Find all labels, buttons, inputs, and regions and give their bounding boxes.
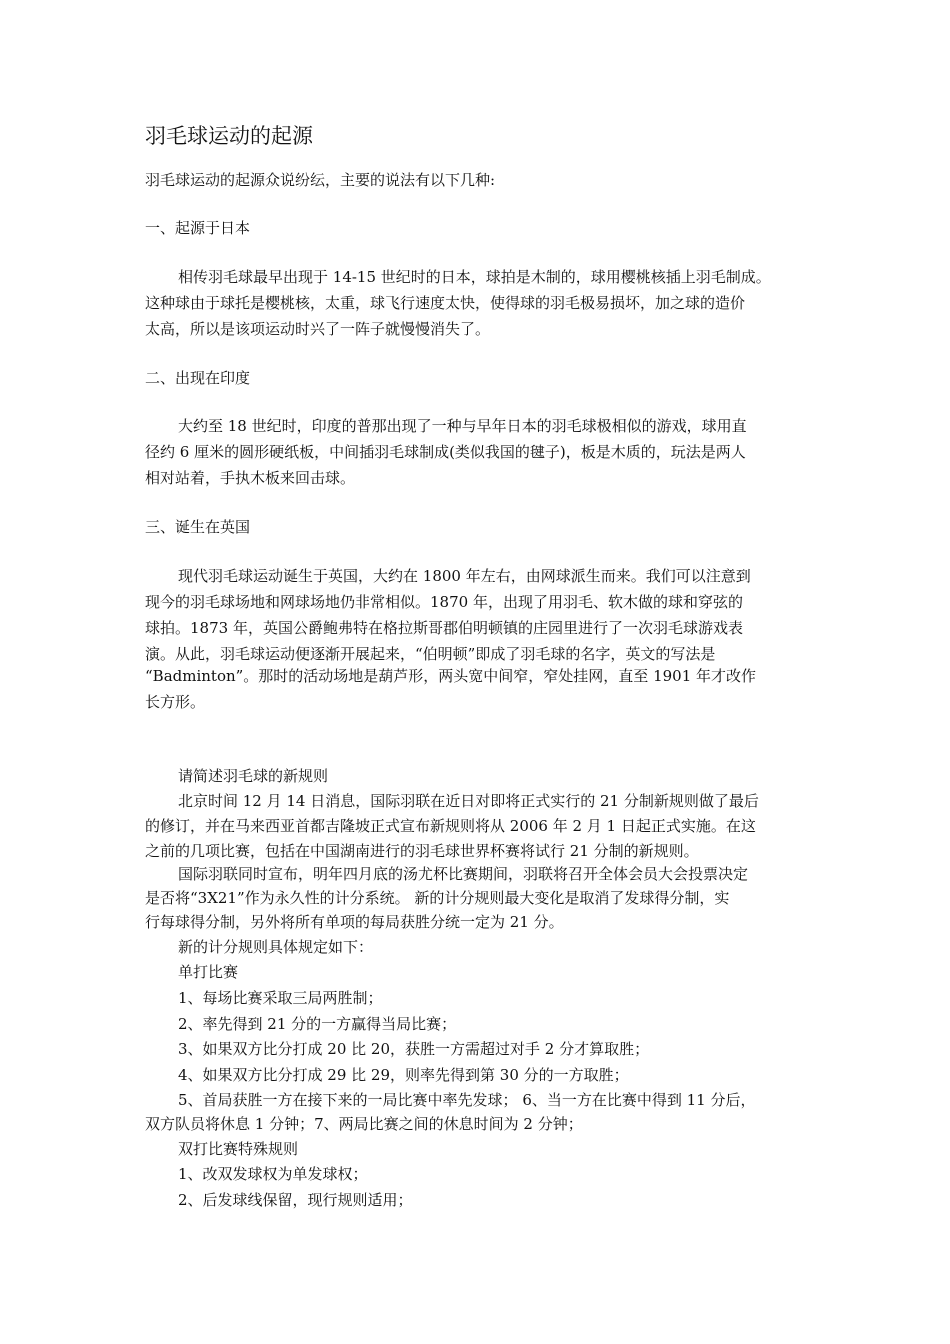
paragraph-line: 的修订，并在马来西亚首都吉隆坡正式宣布新规则将从 2006 年 2 月 1 日起正式实施。在这: [145, 817, 756, 835]
doubles-heading: 双打比赛特殊规则: [178, 1140, 299, 1158]
paragraph-line: 北京时间 12 月 14 日消息，国际羽联在近日对即将正式实行的 21 分制新规则做了最后: [178, 792, 759, 810]
paragraph-line: 大约至 18 世纪时，印度的普那出现了一种与早年日本的羽毛球极相似的游戏，球用直: [178, 417, 747, 435]
paragraph-line: 国际羽联同时宣布，明年四月底的汤尤杯比赛期间，羽联将召开全体会员大会投票决定: [178, 865, 749, 883]
list-item: 1、每场比赛采取三局两胜制；: [178, 989, 383, 1007]
paragraph-line: 演。从此，羽毛球运动便逐渐开展起来，“伯明顿”即成了羽毛球的名字，英文的写法是: [145, 645, 716, 663]
section-heading-england: 三、诞生在英国: [145, 518, 251, 536]
page-title: 羽毛球运动的起源: [145, 124, 313, 148]
list-item: 1、改双发球权为单发球权；: [178, 1165, 368, 1183]
paragraph-line: 是否将“3X21”作为永久性的计分系统。 新的计分规则最大变化是取消了发球得分制，实: [145, 889, 730, 907]
rules-intro: 新的计分规则具体规定如下：: [178, 938, 374, 956]
list-item: 2、率先得到 21 分的一方赢得当局比赛；: [178, 1015, 457, 1033]
paragraph-line: 现今的羽毛球场地和网球场地仍非常相似。1870 年，出现了用羽毛、软木做的球和穿弦的: [145, 593, 743, 611]
intro-text: 羽毛球运动的起源众说纷纭，主要的说法有以下几种:: [145, 171, 496, 189]
paragraph-line: 现代羽毛球运动诞生于英国，大约在 1800 年左右，由网球派生而来。我们可以注意到: [178, 567, 751, 585]
paragraph-line: 行每球得分制，另外将所有单项的每局获胜分统一定为 21 分。: [145, 913, 564, 931]
paragraph-line: “Badminton”。那时的活动场地是葫芦形，两头宽中间窄，窄处挂网，直至 1901 年才改作: [145, 667, 757, 685]
paragraph-line: 相对站着，手执木板来回击球。: [145, 469, 356, 487]
paragraph-line: 径约 6 厘米的圆形硬纸板，中间插羽毛球制成(类似我国的毽子)，板是木质的，玩法是两人: [145, 443, 746, 461]
paragraph-line: 这种球由于球托是樱桃核，太重，球飞行速度太快，使得球的羽毛极易损坏，加之球的造价: [145, 294, 746, 312]
rules-heading: 请简述羽毛球的新规则: [178, 767, 329, 785]
paragraph-line: 球拍。1873 年，英国公爵鲍弗特在格拉斯哥郡伯明顿镇的庄园里进行了一次羽毛球游戏表: [145, 619, 743, 637]
paragraph-line: 之前的几项比赛，包括在中国湖南进行的羽毛球世界杯赛将试行 21 分制的新规则。: [145, 842, 699, 860]
paragraph-line: 太高，所以是该项运动时兴了一阵子就慢慢消失了。: [145, 320, 491, 338]
singles-heading: 单打比赛: [178, 963, 239, 981]
list-item: 4、如果双方比分打成 29 比 29，则率先得到第 30 分的一方取胜；: [178, 1066, 629, 1084]
list-item: 双方队员将休息 1 分钟；7、两局比赛之间的休息时间为 2 分钟；: [145, 1115, 583, 1133]
paragraph-line: 相传羽毛球最早出现于 14-15 世纪时的日本，球拍是木制的，球用樱桃核插上羽毛制成。: [178, 268, 771, 286]
section-heading-japan: 一、起源于日本: [145, 219, 251, 237]
paragraph-line: 长方形。: [145, 693, 206, 711]
list-item: 3、如果双方比分打成 20 比 20，获胜一方需超过对手 2 分才算取胜；: [178, 1040, 650, 1058]
list-item: 5、首局获胜一方在接下来的一局比赛中率先发球； 6、当一方在比赛中得到 11 分后，: [178, 1091, 756, 1109]
list-item: 2、后发球线保留，现行规则适用；: [178, 1191, 413, 1209]
section-heading-india: 二、出现在印度: [145, 369, 251, 387]
